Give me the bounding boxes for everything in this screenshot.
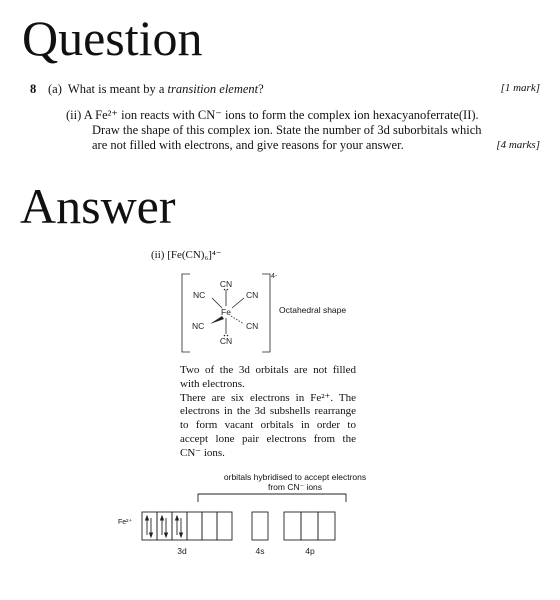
part-a-label: (a)	[48, 82, 62, 96]
orbital-box-diagram	[130, 490, 370, 560]
ligand-lower-left: NC	[192, 321, 205, 331]
ligand-lower-right: CN	[246, 321, 259, 331]
part-ii-line-2: Draw the shape of this complex ion. State the number of 3d suborbitals which	[92, 123, 482, 137]
shape-label: Octahedral shape	[279, 305, 347, 315]
lone-pair-dot	[227, 335, 229, 337]
lone-pair-dot	[224, 335, 226, 337]
ligand-bottom: CN	[219, 336, 233, 346]
bond-lower-left-wedge	[210, 316, 224, 324]
part-a-text-post: ?	[258, 82, 264, 96]
question-part-a	[48, 82, 264, 97]
lone-pair-dot	[224, 289, 226, 291]
question-number: 8	[30, 82, 37, 96]
part-ii-marks: [4 marks]	[496, 139, 540, 151]
explanation-paragraph-1: Two of the 3d orbitals are not filled with electrons.	[180, 364, 356, 390]
hybridisation-note: orbitals hybridised to accept electrons from CN⁻ ions	[223, 472, 367, 492]
charge-label: 4-	[271, 273, 278, 280]
hybrid-bracket	[198, 494, 346, 502]
answer-explanation	[180, 364, 356, 461]
part-a-text-emphasis: transition element	[167, 82, 259, 96]
bond-lower-right-dash	[231, 316, 244, 324]
right-bracket	[262, 274, 270, 352]
part-ii-line-3: are not filled with electrons, and give reasons for your answer.	[92, 138, 404, 152]
question-heading: Question	[22, 10, 203, 66]
octahedral-complex-diagram	[178, 268, 288, 358]
bond-upper-right	[232, 298, 244, 308]
label-4s: 4s	[255, 546, 265, 556]
ligand-top: CN	[219, 279, 233, 289]
ligand-upper-left: NC	[193, 290, 206, 300]
electron-arrows	[146, 516, 183, 537]
left-bracket	[182, 274, 190, 352]
answer-title: (ii) [Fe(CN)₆]⁴⁻	[151, 249, 222, 261]
ligand-upper-right: CN	[246, 290, 259, 300]
part-ii-line-1: (ii) A Fe²⁺ ion reacts with CN⁻ ions to form the complex ion hexacyanoferrate(II).	[66, 108, 479, 122]
label-4p: 4p	[305, 546, 315, 556]
ion-label: Fe²⁺	[118, 519, 133, 526]
part-a-text-pre: What is meant by a	[67, 82, 168, 96]
center-atom: Fe	[221, 307, 231, 317]
orbital-4p-boxes	[284, 512, 335, 540]
orbital-3d-boxes	[142, 512, 232, 540]
lone-pair-dot	[227, 289, 229, 291]
orbital-4s-box	[252, 512, 268, 540]
answer-heading: Answer	[20, 178, 176, 234]
explanation-paragraph-2: There are six electrons in Fe²⁺. The electrons in the 3d subshells rearrange to form vacant orbitals in order to accept lone pair electrons from the CN⁻ ions.	[180, 391, 356, 459]
part-a-marks: [1 mark]	[500, 82, 540, 94]
label-3d: 3d	[177, 546, 187, 556]
